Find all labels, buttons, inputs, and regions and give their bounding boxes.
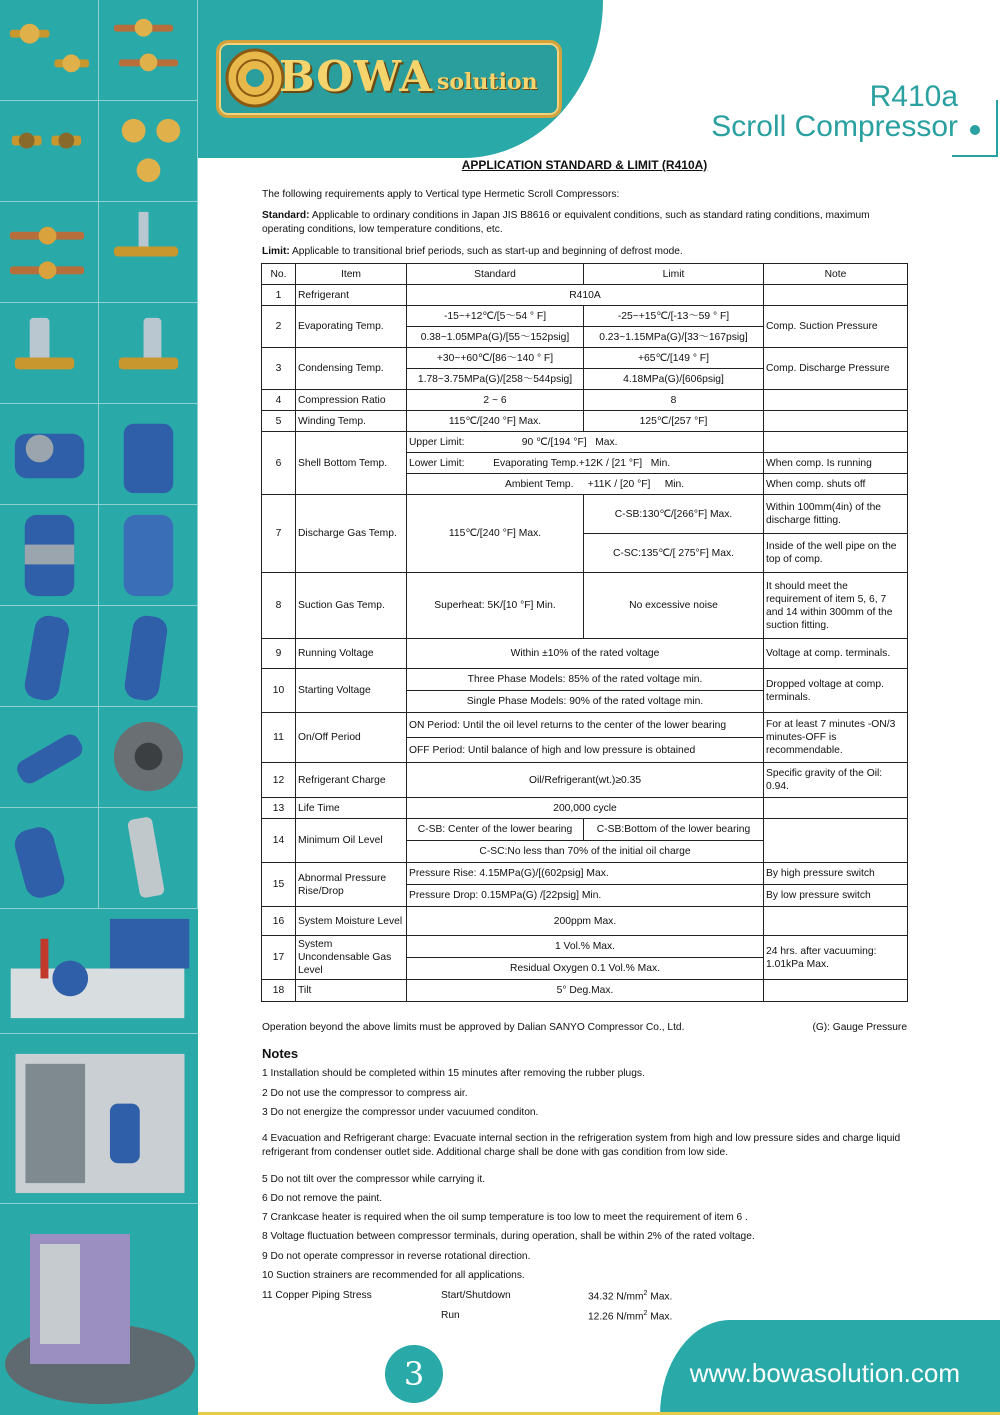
container-unit-image <box>0 1204 198 1415</box>
row-standard: 1.78~3.75MPa(G)/[258～544psig] <box>407 369 584 390</box>
row-item: System Uncondensable Gas Level <box>296 936 407 980</box>
scroll-compressor-image <box>99 505 198 606</box>
row-standard: 0.38~1.05MPa(G)/[55～152psig] <box>407 327 584 348</box>
sight-glass-image <box>0 101 99 202</box>
stress-unit-exponent: 2 <box>643 1310 648 1317</box>
logo-word: BOWA <box>279 52 433 101</box>
note-item: 6 Do not remove the paint. <box>262 1193 383 1204</box>
table-row <box>262 713 908 738</box>
piping-stress-run-value <box>588 1310 672 1322</box>
note-item: 7 Crankcase heater is required when the oil sump temperature is too low to meet the requirement of item 6 . <box>262 1212 748 1223</box>
intro-paragraph: The following requirements apply to Vertical type Hermetic Scroll Compressors: <box>262 189 620 200</box>
standard-text: Applicable to ordinary conditions in Japan JIS B8616 or equivalent conditions, such as standard rating conditions, maximum operating conditions, low temperature conditions, etc. <box>262 210 870 235</box>
table-row <box>262 936 908 958</box>
note-item: 5 Do not tilt over the compressor while carrying it. <box>262 1174 486 1185</box>
table-row <box>262 348 908 369</box>
table-row <box>262 669 908 691</box>
row-item: Abnormal Pressure Rise/Drop <box>296 863 407 907</box>
row-no: 10 <box>262 669 296 713</box>
row-no: 5 <box>262 411 296 432</box>
operation-note: Operation beyond the above limits must be approved by Dalian SANYO Compressor Co., Ltd. <box>262 1022 685 1033</box>
solenoid-valve-image <box>99 303 198 404</box>
document-heading: APPLICATION STANDARD & LIMIT (R410A) <box>461 158 708 172</box>
row-note: When comp. Is running <box>764 453 908 474</box>
row-value: ON Period: Until the oil level returns to the center of the lower bearing <box>407 713 764 738</box>
standard-label: Standard: <box>262 210 310 221</box>
row-item: Running Voltage <box>296 639 407 669</box>
stress-value: 12.26 N/mm <box>588 1311 644 1323</box>
row-value: Residual Oxygen 0.1 Vol.% Max. <box>407 958 764 980</box>
row-value: Ambient Temp. +11K / [20 °F] Min. <box>407 474 764 495</box>
solenoid-valve-image <box>0 303 99 404</box>
logo-subword: solution <box>437 69 538 95</box>
product-image-strip <box>0 0 198 1415</box>
note-item: 1 Installation should be completed within 15 minutes after removing the rubber plugs. <box>262 1068 645 1079</box>
row-value: 200,000 cycle <box>407 798 764 819</box>
table-row <box>262 573 908 639</box>
notes-heading: Notes <box>262 1046 299 1061</box>
table-row <box>262 495 908 534</box>
filter-drier-image <box>0 707 99 808</box>
piping-stress-start-value <box>588 1290 672 1302</box>
note-item: 10 Suction strainers are recommended for all applications. <box>262 1270 525 1281</box>
sight-glass-image <box>99 0 198 101</box>
table-row <box>262 980 908 1002</box>
table-row <box>262 639 908 669</box>
page-number: 3 <box>385 1345 443 1403</box>
stress-value: 34.32 N/mm <box>588 1291 644 1303</box>
note-item: 4 Evacuation and Refrigerant charge: Evacuate internal section in the refrigeration system from high and low pressure sides and charge liquid refrigerant from condenser outlet side. Additional charge shall be done with gas condition from low side. <box>262 1133 901 1158</box>
row-item: Tilt <box>296 980 407 1002</box>
row-note: Specific gravity of the Oil: 0.94. <box>764 763 908 798</box>
standard-paragraph <box>262 209 907 237</box>
header-standard: Standard <box>407 264 584 285</box>
gauge-note: (G): Gauge Pressure <box>812 1022 907 1033</box>
accumulator-image <box>99 404 198 505</box>
row-item: Refrigerant <box>296 285 407 306</box>
row-limit: +65℃/[149 ° F] <box>584 348 764 369</box>
row-limit: C-SB:130℃/[266°F] Max. <box>584 495 764 534</box>
row-standard: Superheat: 5K/[10 °F] Min. <box>407 573 584 639</box>
row-no: 18 <box>262 980 296 1002</box>
row-item: On/Off Period <box>296 713 407 763</box>
table-row <box>262 306 908 327</box>
stress-max: Max. <box>647 1291 673 1303</box>
stress-unit-exponent: 2 <box>643 1290 648 1297</box>
row-standard: 115℃/[240 °F] Max. <box>407 411 584 432</box>
table-row <box>262 863 908 885</box>
row-no: 13 <box>262 798 296 819</box>
row-note <box>764 907 908 936</box>
row-value: Pressure Rise: 4.15MPa(G)/[(602psig] Max. <box>407 863 764 885</box>
row-standard: -15~+12℃/[5～54 ° F] <box>407 306 584 327</box>
row-no: 16 <box>262 907 296 936</box>
row-note: Voltage at comp. terminals. <box>764 639 908 669</box>
row-item: Shell Bottom Temp. <box>296 432 407 495</box>
brand-logo <box>216 40 562 118</box>
row-value: 5° Deg.Max. <box>407 980 764 1002</box>
row-no: 14 <box>262 819 296 863</box>
table-row <box>262 390 908 411</box>
row-note <box>764 285 908 306</box>
row-value: Pressure Drop: 0.15MPa(G) /[22psig] Min. <box>407 885 764 907</box>
row-note <box>764 390 908 411</box>
table-row <box>262 285 908 306</box>
row-note: For at least 7 minutes -ON/3 minutes-OFF is recommendable. <box>764 713 908 763</box>
row-note: By high pressure switch <box>764 863 908 885</box>
row-item: Condensing Temp. <box>296 348 407 390</box>
accumulator-image <box>99 606 198 707</box>
row-limit: 8 <box>584 390 764 411</box>
header-no: No. <box>262 264 296 285</box>
scroll-compressor-image <box>0 505 99 606</box>
row-item: Compression Ratio <box>296 390 407 411</box>
heat-exchanger-image <box>99 808 198 909</box>
row-note <box>764 432 908 453</box>
outdoor-unit-image <box>0 1034 198 1204</box>
note-item: 3 Do not energize the compressor under vacuumed conditon. <box>262 1107 539 1118</box>
row-no: 2 <box>262 306 296 348</box>
row-limit: C-SC:135℃/[ 275°F] Max. <box>584 534 764 573</box>
row-value: Lower Limit: Evaporating Temp.+12K / [21 °F] Min. <box>407 453 764 474</box>
row-value: 1 Vol.% Max. <box>407 936 764 958</box>
row-no: 1 <box>262 285 296 306</box>
row-note: Within 100mm(4in) of the discharge fitting. <box>764 495 908 534</box>
row-item: Evaporating Temp. <box>296 306 407 348</box>
row-no: 8 <box>262 573 296 639</box>
logo-emblem-icon <box>223 46 287 110</box>
website-link[interactable]: www.bowasolution.com <box>689 1358 960 1388</box>
product-title-line2: Scroll Compressor <box>711 110 958 143</box>
header-item: Item <box>296 264 407 285</box>
row-note <box>764 819 908 863</box>
row-note: When comp. shuts off <box>764 474 908 495</box>
row-standard: 115℃/[240 °F] Max. <box>407 495 584 573</box>
note-item: 2 Do not use the compressor to compress air. <box>262 1088 468 1099</box>
sight-glass-image <box>0 0 99 101</box>
row-limit: 0.23~1.15MPa(G)/[33～167psig] <box>584 327 764 348</box>
row-value: Within ±10% of the rated voltage <box>407 639 764 669</box>
row-value: Three Phase Models: 85% of the rated voltage min. <box>407 669 764 691</box>
accumulator-image <box>0 606 99 707</box>
piping-stress-start-label: Start/Shutdown <box>441 1290 511 1301</box>
row-standard: 2 ~ 6 <box>407 390 584 411</box>
row-no: 4 <box>262 390 296 411</box>
row-item: System Moisture Level <box>296 907 407 936</box>
title-divider <box>952 155 998 157</box>
compressor-image <box>0 404 99 505</box>
row-value: C-SC:No less than 70% of the initial oil charge <box>407 841 764 863</box>
row-limit: C-SB:Bottom of the lower bearing <box>584 819 764 841</box>
stress-max: Max. <box>647 1311 673 1323</box>
row-note <box>764 798 908 819</box>
row-note: Comp. Suction Pressure <box>764 306 908 348</box>
row-value: Single Phase Models: 90% of the rated voltage min. <box>407 691 764 713</box>
row-no: 11 <box>262 713 296 763</box>
row-note: 24 hrs. after vacuuming: 1.01kPa Max. <box>764 936 908 980</box>
row-item: Starting Voltage <box>296 669 407 713</box>
table-row <box>262 763 908 798</box>
table-row <box>262 411 908 432</box>
ball-valve-image <box>0 202 99 303</box>
row-item: Suction Gas Temp. <box>296 573 407 639</box>
row-note: Dropped voltage at comp. terminals. <box>764 669 908 713</box>
spec-table <box>261 263 908 1002</box>
piping-stress-label: 11 Copper Piping Stress <box>262 1290 372 1301</box>
row-standard: C-SB: Center of the lower bearing <box>407 819 584 841</box>
title-bullet-icon <box>970 125 980 135</box>
row-note: Inside of the well pipe on the top of comp. <box>764 534 908 573</box>
row-note <box>764 980 908 1002</box>
row-item: Minimum Oil Level <box>296 819 407 863</box>
row-limit: 4.18MPa(G)/[606psig] <box>584 369 764 390</box>
row-value: R410A <box>407 285 764 306</box>
limit-paragraph <box>262 245 907 259</box>
piping-stress-run-label: Run <box>441 1310 460 1321</box>
sight-glass-image <box>99 101 198 202</box>
row-note <box>764 411 908 432</box>
valve-image <box>99 202 198 303</box>
row-limit: -25~+15℃/[-13～59 ° F] <box>584 306 764 327</box>
note-item: 8 Voltage fluctuation between compressor terminals, during operation, shall be within 2% of the rated voltage. <box>262 1231 755 1242</box>
row-limit: No excessive noise <box>584 573 764 639</box>
row-note: Comp. Discharge Pressure <box>764 348 908 390</box>
table-header-row <box>262 264 908 285</box>
header-limit: Limit <box>584 264 764 285</box>
fan-housing-image <box>99 707 198 808</box>
row-note: By low pressure switch <box>764 885 908 907</box>
row-item: Winding Temp. <box>296 411 407 432</box>
receiver-tank-image <box>0 808 99 909</box>
table-row <box>262 907 908 936</box>
row-value: Upper Limit: 90 ℃/[194 °F] Max. <box>407 432 764 453</box>
title-divider <box>996 100 998 157</box>
row-no: 6 <box>262 432 296 495</box>
condensing-unit-image <box>0 909 198 1034</box>
row-no: 17 <box>262 936 296 980</box>
row-item: Refrigerant Charge <box>296 763 407 798</box>
row-value: Oil/Refrigerant(wt.)≥0.35 <box>407 763 764 798</box>
row-no: 3 <box>262 348 296 390</box>
row-value: 200ppm Max. <box>407 907 764 936</box>
row-item: Discharge Gas Temp. <box>296 495 407 573</box>
row-no: 15 <box>262 863 296 907</box>
row-item: Life Time <box>296 798 407 819</box>
row-no: 12 <box>262 763 296 798</box>
row-value: OFF Period: Until balance of high and low pressure is obtained <box>407 738 764 763</box>
product-title-line1: R410a <box>869 80 958 113</box>
limit-label: Limit: <box>262 246 290 257</box>
row-no: 7 <box>262 495 296 573</box>
row-no: 9 <box>262 639 296 669</box>
row-limit: 125℃/[257 °F] <box>584 411 764 432</box>
table-row <box>262 432 908 453</box>
row-note: It should meet the requirement of item 5, 6, 7 and 14 within 300mm of the suction fitting. <box>764 573 908 639</box>
note-item: 9 Do not operate compressor in reverse rotational direction. <box>262 1251 531 1262</box>
table-row <box>262 819 908 841</box>
header-note: Note <box>764 264 908 285</box>
limit-text: Applicable to transitional brief periods, such as start-up and beginning of defrost mode. <box>292 246 683 257</box>
table-row <box>262 798 908 819</box>
row-standard: +30~+60℃/[86～140 ° F] <box>407 348 584 369</box>
